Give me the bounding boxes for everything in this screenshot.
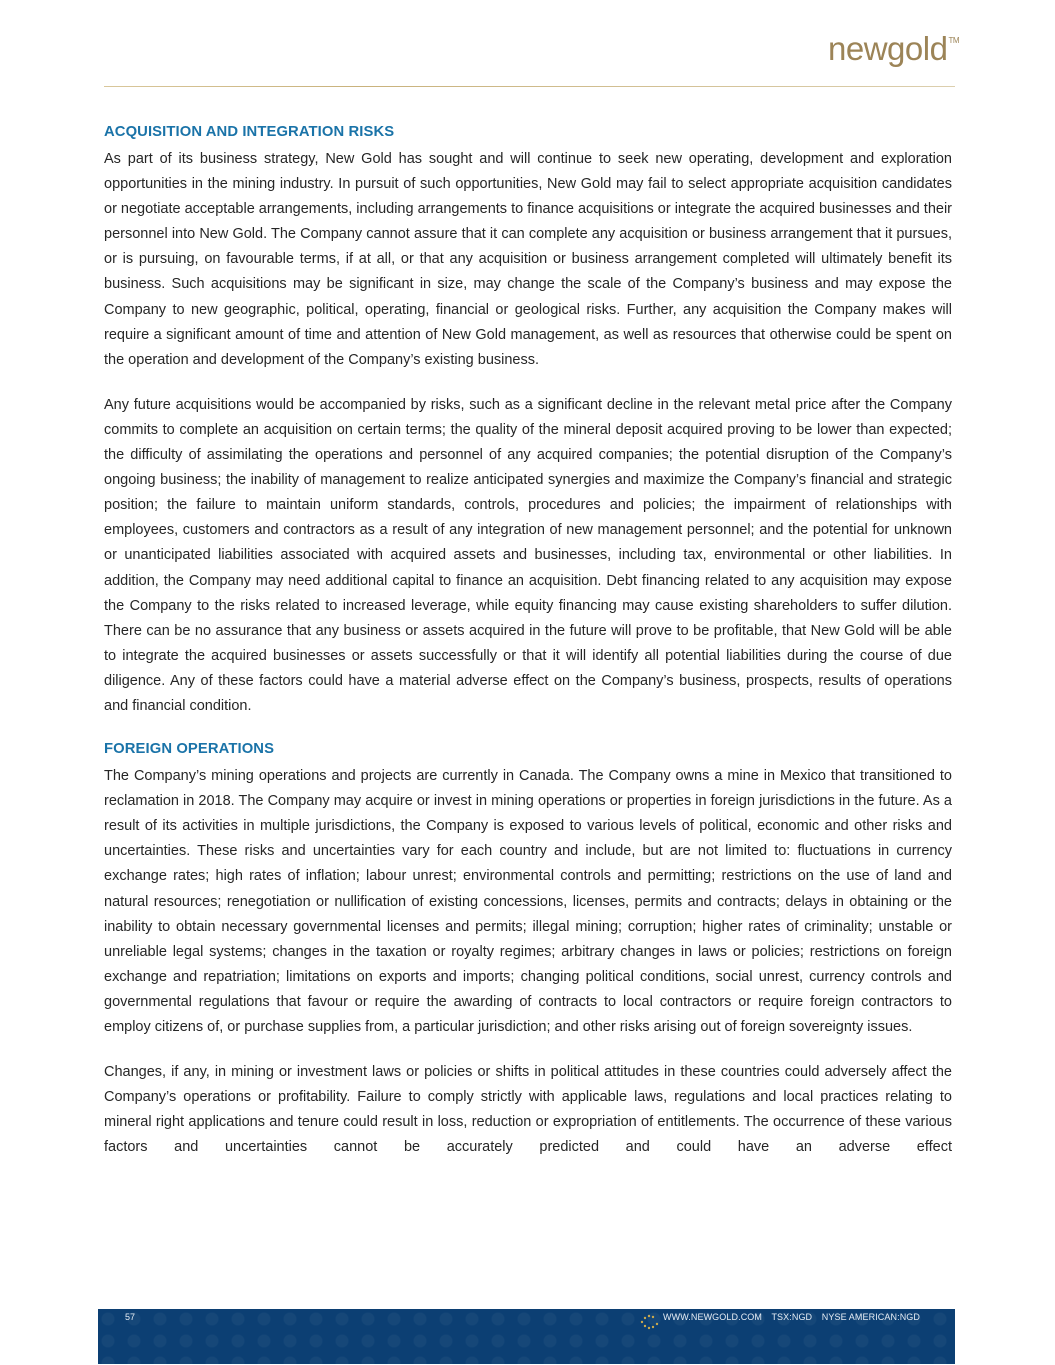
gold-dots-icon — [639, 1313, 661, 1331]
paragraph: As part of its business strategy, New Gold has sought and will continue to seek new operating, development and exploration opportunities in the mining industry. In pursuit of such opportunities, New Gold may fail to select appropriate acquisition candidates or negotiate acceptable arrangements, including arrangements to finance acquisitions or integrate the acquired businesses and their personnel into New Gold. The Company cannot assure that it can complete any acquisition or business arrangement that it pursues, or is pursuing, on favourable terms, if at all, or that any acquisition or business arrangement completed will ultimately benefit its business. Such acquisitions may be significant in size, may change the scale of the Company’s business and may expose the Company to new geographic, political, operating, financial or geological risks. Further, any acquisition the Company makes will require a significant amount of time and attention of New Gold management, as well as resources that otherwise could be spent on the operation and development of the Company’s existing business. — [104, 151, 952, 368]
document-body — [104, 122, 952, 1160]
section-heading-foreign-operations: FOREIGN OPERATIONS — [104, 741, 275, 758]
logo — [828, 30, 959, 68]
footer-band — [98, 1309, 955, 1364]
tsx-ticker: TSX:NGD — [771, 1312, 813, 1322]
header-rule — [104, 86, 955, 87]
logo-text: newgold — [828, 30, 948, 67]
paragraph: Changes, if any, in mining or investment laws or policies or shifts in political attitudes in these countries could adversely affect the Company’s operations or profitability. Failure to comply strictly with applicable laws, regulations and local practices relating to mineral right applications and tenure could result in loss, reduction or expropriation of entitlements. The occurrence of these various factors and uncertainties cannot be accurately predicted and could have an adverse effect — [104, 1064, 952, 1156]
section-heading-acquisition: ACQUISITION AND INTEGRATION RISKS — [104, 124, 395, 140]
paragraph: Any future acquisitions would be accompanied by risks, such as a significant decline in the relevant metal price after the Company commits to complete an acquisition on certain terms; the quality of the mineral deposit acquired proving to be lower than expected; the difficulty of assimilating the operations and personnel of any acquired companies; the potential disruption of the Company’s ongoing business; the inability of management to realize anticipated synergies and maximize the Company’s financial and strategic position; the failure to maintain uniform standards, controls, procedures and policies; the impairment of relationships with employees, customers and contractors as a result of any integration of new management personnel; and the potential for unknown or unanticipated liabilities associated with acquired assets and businesses, including tax, environmental or other liabilities. In addition, the Company may need additional capital to finance an acquisition. Debt financing related to any acquisition may expose the Company to the risks related to increased leverage, while equity financing may cause existing shareholders to suffer dilution. There can be no assurance that any business or assets acquired in the future will prove to be profitable, that New Gold will be able to integrate the acquired businesses or assets successfully or that it will identify all potential liabilities during the course of due diligence. Any of these factors could have a material adverse effect on the Company’s business, prospects, results of operations and financial condition. — [104, 396, 952, 714]
paragraph: The Company’s mining operations and projects are currently in Canada. The Company owns a mine in Mexico that transitioned to reclamation in 2018. The Company may acquire or invest in mining operations or properties in foreign jurisdictions in the future. As a result of its activities in multiple jurisdictions, the Company is exposed to various levels of political, economic and other risks and uncertainties. These risks and uncertainties vary for each country and include, but are not limited to: fluctuations in currency exchange rates; high rates of inflation; labour unrest; environmental controls and permitting; restrictions on the use of land and natural resources; renegotiation or nullification of existing concessions, licenses, permits and contracts; delays in obtaining or the inability to obtain necessary governmental licenses and permits; illegal mining; corruption; higher rates of criminality; unstable or unreliable legal systems; changes in the taxation or royalty regimes; arbitrary changes in laws or policies; restrictions on foreign exchange and repatriation; limitations on exports and imports; changing political conditions, social unrest, currency controls and governmental regulations that favour or require the awarding of contracts to local contractors or require foreign contractors to employ citizens of, or purchase supplies from, a particular jurisdiction; and other risks arising out of foreign sovereignty issues. — [104, 768, 952, 1035]
page-number: 57 — [125, 1312, 136, 1322]
logo-trademark: TM — [948, 36, 959, 45]
website-link[interactable]: WWW.NEWGOLD.COM — [663, 1312, 762, 1322]
nyse-ticker: NYSE AMERICAN:NGD — [821, 1312, 920, 1322]
footer-links — [663, 1312, 927, 1322]
